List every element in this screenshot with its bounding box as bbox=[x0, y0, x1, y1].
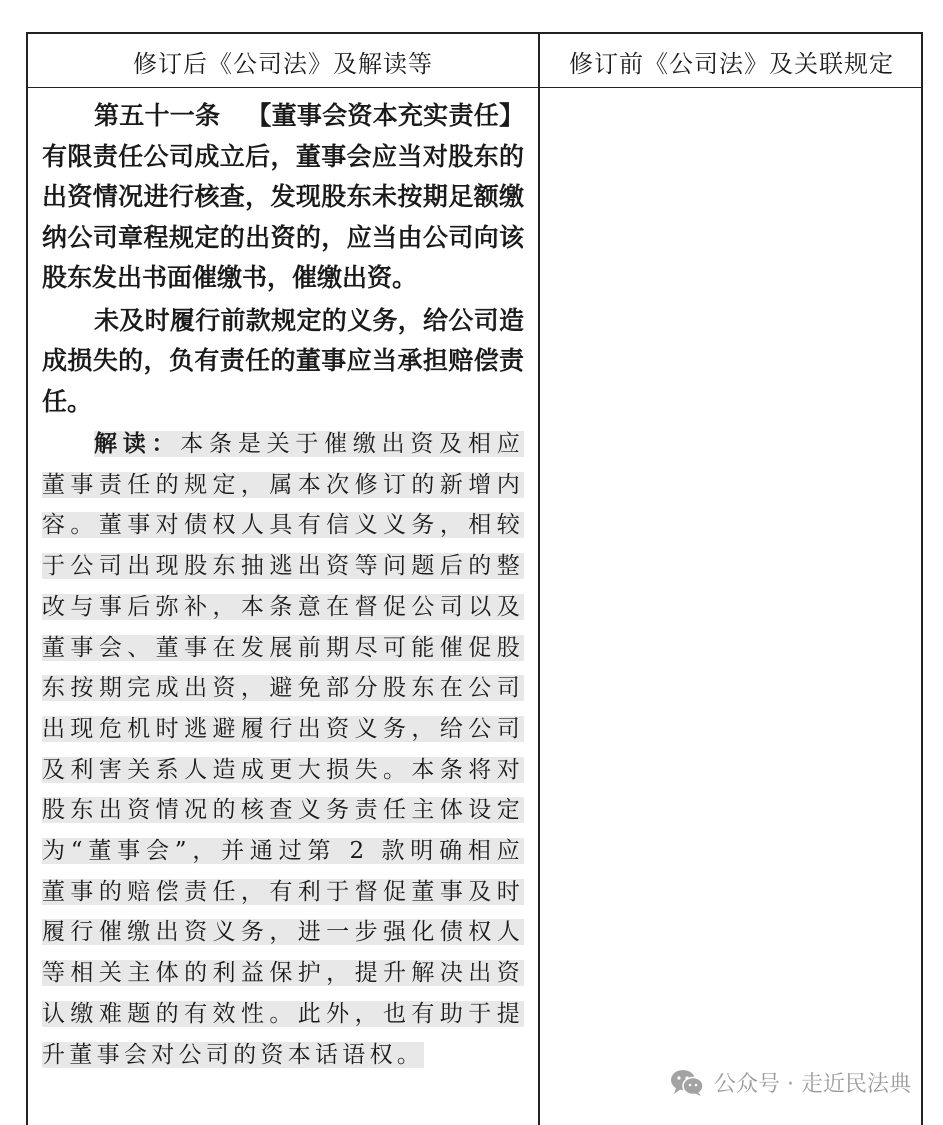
column-divider bbox=[538, 34, 540, 1125]
interpretation-text: 本条是关于催缴出资及相应董事责任的规定，属本次修订的新增内容。董事对债权人具有信义义务，相较于公司出现股东抽逃出资等问题后的整改与事后弥补，本条意在督促公司以及董事会、董事在发展前期尽可能催促股东按期完成出资，避免部分股东在公司出现危机时逃避履行出资义务，给公司及利害关系人造成更大损失。本条将对股东出资情况的核查义务责任主体设定为“董事会”，并通过第 2 款明确相应董事的赔偿责任，有利于督促董事及时履行催缴出资义务，进一步强化债权人等相关主体的利益保护，提升解决出资认缴难题的有效性。此外，也有助于提升董事会对公司的资本话语权。 bbox=[42, 431, 524, 1068]
comparison-table bbox=[26, 32, 923, 1125]
header-revised-law: 修订后《公司法》及解读等 bbox=[133, 49, 433, 78]
watermark bbox=[670, 1067, 911, 1098]
wechat-icon bbox=[670, 1069, 704, 1097]
header-previous-law: 修订前《公司法》及关联规定 bbox=[569, 49, 894, 78]
table-header bbox=[28, 34, 921, 88]
interpretation-paragraph bbox=[42, 424, 524, 1075]
watermark-text: 公众号 · 走近民法典 bbox=[714, 1072, 911, 1097]
article-number: 第五十一条 bbox=[94, 101, 221, 130]
article-title: 【董事会资本充实责任】 bbox=[246, 101, 524, 130]
article-paragraph-2: 未及时履行前款规定的义务，给公司造成损失的，负有责任的董事应当承担赔偿责任。 bbox=[42, 305, 524, 416]
article-paragraph-1 bbox=[42, 96, 524, 299]
revised-law-column bbox=[42, 96, 524, 1075]
interpretation-label: 解读： bbox=[94, 430, 181, 457]
article-text-1: 有限责任公司成立后，董事会应当对股东的出资情况进行核查，发现股东未按期足额缴纳公司章程规定的出资的，应当由公司向该股东发出书面催缴书，催缴出资。 bbox=[42, 141, 524, 292]
